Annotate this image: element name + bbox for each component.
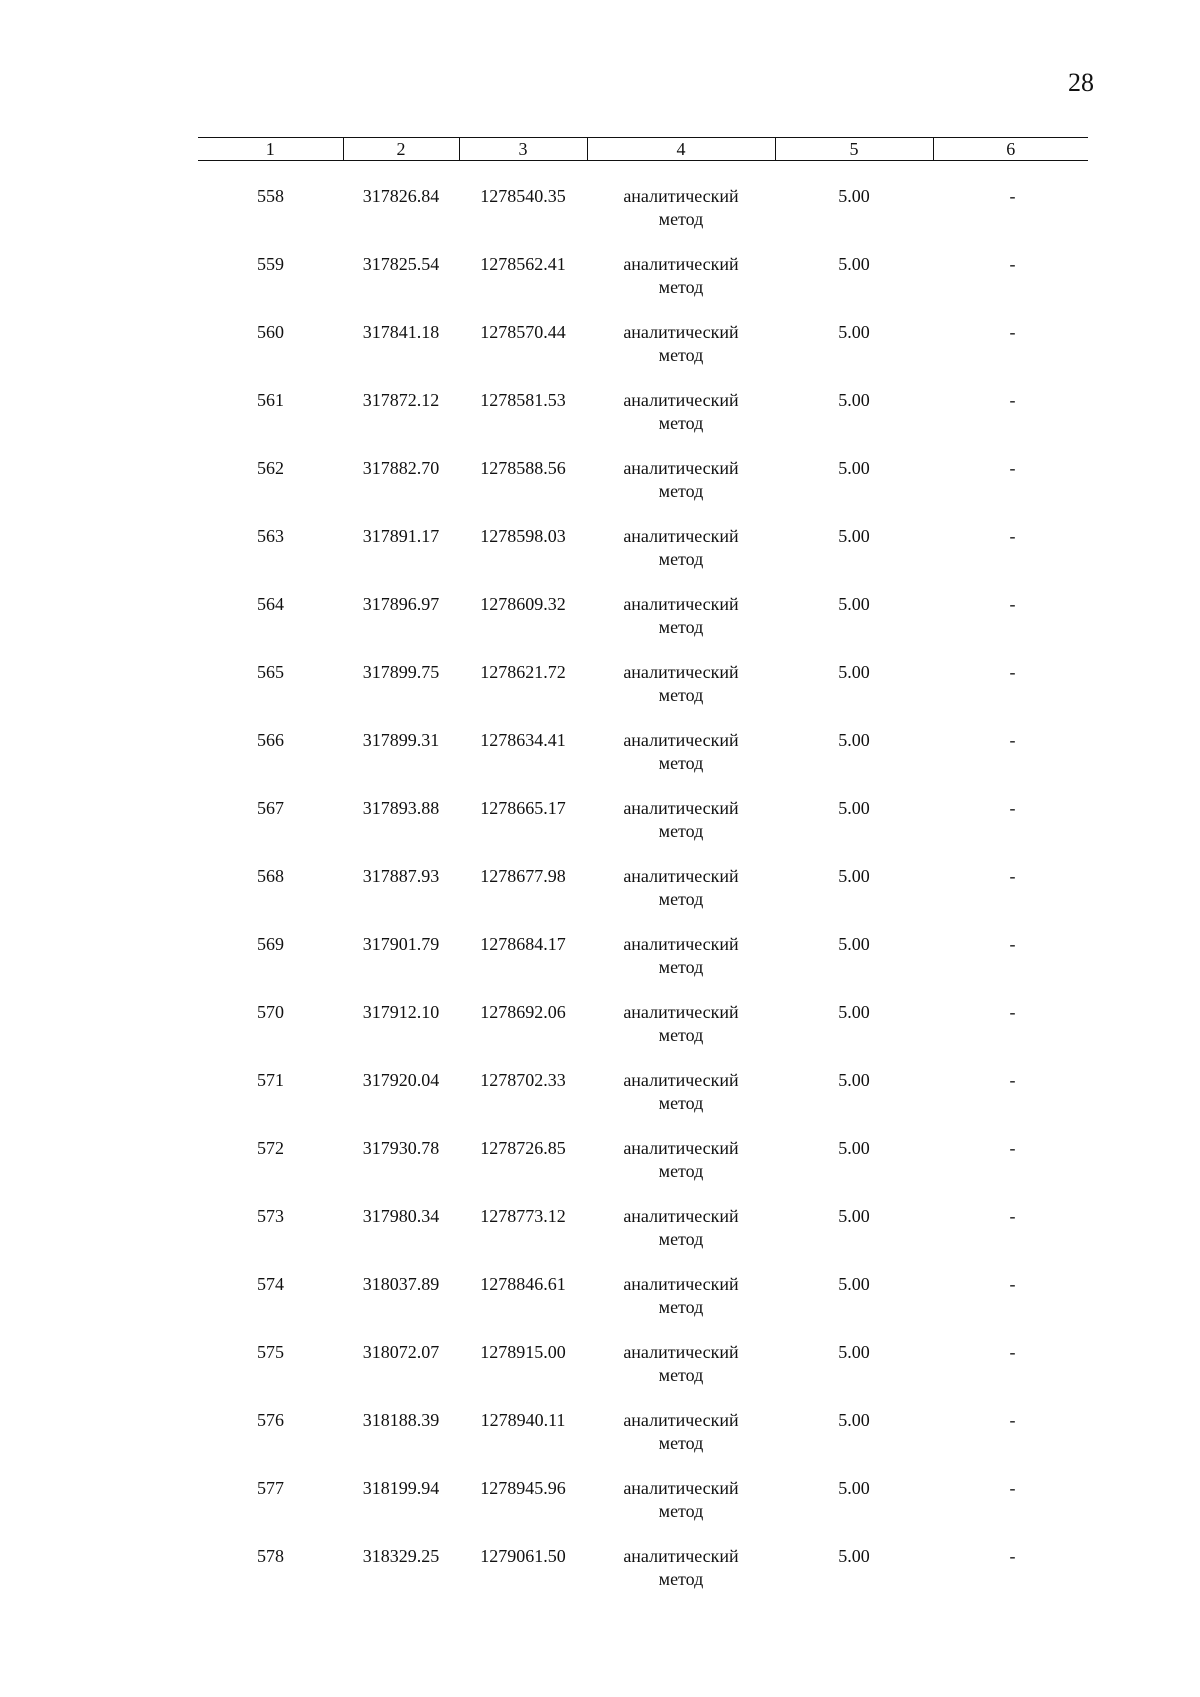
point-number-cell: 576	[257, 1410, 284, 1430]
accuracy-cell: 5.00	[838, 1342, 870, 1362]
point-number-cell: 560	[257, 322, 284, 342]
note-dash: -	[1009, 730, 1016, 750]
method-cell	[587, 1069, 775, 1137]
x-coordinate-cell: 317891.17	[362, 526, 440, 546]
table-row	[198, 1409, 1088, 1477]
x-coordinate-cell: 318037.89	[362, 1274, 440, 1294]
note-cell	[933, 661, 1088, 729]
x-coordinate-cell: 317930.78	[362, 1138, 440, 1158]
coordinates-table	[198, 137, 1088, 1613]
point-number-cell: 569	[257, 934, 284, 954]
point-number-cell: 563	[257, 526, 284, 546]
method-line: метод	[658, 617, 704, 637]
column-header: 1	[198, 138, 343, 161]
note-dash: -	[1009, 1206, 1016, 1226]
y-coordinate-cell: 1278677.98	[480, 866, 566, 886]
method-cell	[587, 185, 775, 253]
note-dash: -	[1009, 1342, 1016, 1362]
accuracy-cell: 5.00	[838, 1070, 870, 1090]
table-row	[198, 1341, 1088, 1409]
accuracy-cell: 5.00	[838, 730, 870, 750]
accuracy-cell: 5.00	[838, 1002, 870, 1022]
method-line: аналитический	[623, 798, 739, 818]
point-number-cell: 562	[257, 458, 284, 478]
y-coordinate-cell: 1278621.72	[480, 662, 566, 682]
note-cell	[933, 797, 1088, 865]
column-header: 6	[933, 138, 1088, 161]
method-line: метод	[658, 1433, 704, 1453]
point-number-cell: 574	[257, 1274, 284, 1294]
table-row	[198, 253, 1088, 321]
method-cell	[587, 1409, 775, 1477]
accuracy-cell: 5.00	[838, 1546, 870, 1566]
accuracy-cell: 5.00	[838, 390, 870, 410]
note-dash: -	[1009, 322, 1016, 342]
note-dash: -	[1009, 662, 1016, 682]
method-line: аналитический	[623, 1274, 739, 1294]
method-line: метод	[658, 1569, 704, 1589]
method-line: аналитический	[623, 458, 739, 478]
method-cell	[587, 1137, 775, 1205]
note-dash: -	[1009, 866, 1016, 886]
method-line: аналитический	[623, 1410, 739, 1430]
method-line: аналитический	[623, 322, 739, 342]
y-coordinate-cell: 1278945.96	[480, 1478, 566, 1498]
method-line: метод	[658, 1161, 704, 1181]
accuracy-cell: 5.00	[838, 1138, 870, 1158]
method-line: аналитический	[623, 1206, 739, 1226]
note-dash: -	[1009, 254, 1016, 274]
y-coordinate-cell: 1278665.17	[480, 798, 566, 818]
method-line: метод	[658, 1229, 704, 1249]
table-row	[198, 185, 1088, 253]
x-coordinate-cell: 317920.04	[362, 1070, 440, 1090]
y-coordinate-cell: 1279061.50	[480, 1546, 566, 1566]
note-cell	[933, 525, 1088, 593]
accuracy-cell: 5.00	[838, 594, 870, 614]
method-line: аналитический	[623, 1546, 739, 1566]
x-coordinate-cell: 317899.75	[362, 662, 440, 682]
x-coordinate-cell: 318188.39	[362, 1410, 440, 1430]
note-cell	[933, 1137, 1088, 1205]
y-coordinate-cell: 1278609.32	[480, 594, 566, 614]
note-cell	[933, 1477, 1088, 1545]
method-line: метод	[658, 413, 704, 433]
method-line: метод	[658, 345, 704, 365]
method-cell	[587, 933, 775, 1001]
point-number-cell: 561	[257, 390, 284, 410]
column-header: 5	[775, 138, 933, 161]
x-coordinate-cell: 317872.12	[362, 390, 440, 410]
point-number-cell: 558	[257, 186, 284, 206]
method-line: метод	[658, 209, 704, 229]
method-line: аналитический	[623, 254, 739, 274]
y-coordinate-cell: 1278915.00	[480, 1342, 566, 1362]
method-line: аналитический	[623, 1138, 739, 1158]
y-coordinate-cell: 1278634.41	[480, 730, 566, 750]
x-coordinate-cell: 317901.79	[362, 934, 440, 954]
method-cell	[587, 865, 775, 933]
point-number-cell: 559	[257, 254, 284, 274]
note-cell	[933, 1273, 1088, 1341]
note-dash: -	[1009, 1002, 1016, 1022]
note-dash: -	[1009, 1478, 1016, 1498]
accuracy-cell: 5.00	[838, 662, 870, 682]
table-row	[198, 1545, 1088, 1613]
table-row	[198, 321, 1088, 389]
note-dash: -	[1009, 186, 1016, 206]
column-header: 3	[459, 138, 587, 161]
table-row	[198, 1273, 1088, 1341]
accuracy-cell: 5.00	[838, 526, 870, 546]
point-number-cell: 572	[257, 1138, 284, 1158]
page-number: 28	[1068, 68, 1094, 97]
method-line: метод	[658, 1297, 704, 1317]
x-coordinate-cell: 317980.34	[362, 1206, 440, 1226]
table-row	[198, 457, 1088, 525]
method-line: метод	[658, 889, 704, 909]
table-header	[198, 138, 1088, 161]
point-number-cell: 567	[257, 798, 284, 818]
point-number-cell: 578	[257, 1546, 284, 1566]
note-dash: -	[1009, 594, 1016, 614]
y-coordinate-cell: 1278588.56	[480, 458, 566, 478]
table-row	[198, 593, 1088, 661]
x-coordinate-cell: 318329.25	[362, 1546, 440, 1566]
note-cell	[933, 933, 1088, 1001]
method-line: аналитический	[623, 594, 739, 614]
method-line: аналитический	[623, 1478, 739, 1498]
method-line: аналитический	[623, 1070, 739, 1090]
y-coordinate-cell: 1278562.41	[480, 254, 566, 274]
table-row	[198, 1001, 1088, 1069]
note-cell	[933, 1341, 1088, 1409]
accuracy-cell: 5.00	[838, 798, 870, 818]
method-cell	[587, 1205, 775, 1273]
method-line: метод	[658, 821, 704, 841]
table-row	[198, 1205, 1088, 1273]
y-coordinate-cell: 1278540.35	[480, 186, 566, 206]
x-coordinate-cell: 318199.94	[362, 1478, 440, 1498]
accuracy-cell: 5.00	[838, 934, 870, 954]
method-line: аналитический	[623, 1342, 739, 1362]
note-dash: -	[1009, 934, 1016, 954]
method-line: аналитический	[623, 390, 739, 410]
note-cell	[933, 1545, 1088, 1613]
x-coordinate-cell: 317896.97	[362, 594, 440, 614]
note-dash: -	[1009, 390, 1016, 410]
method-cell	[587, 593, 775, 661]
point-number-cell: 568	[257, 866, 284, 886]
y-coordinate-cell: 1278692.06	[480, 1002, 566, 1022]
table-row	[198, 797, 1088, 865]
x-coordinate-cell: 317825.54	[362, 254, 440, 274]
method-line: аналитический	[623, 526, 739, 546]
x-coordinate-cell: 317887.93	[362, 866, 440, 886]
method-line: аналитический	[623, 730, 739, 750]
note-cell	[933, 1001, 1088, 1069]
x-coordinate-cell: 317882.70	[362, 458, 440, 478]
method-line: аналитический	[623, 186, 739, 206]
accuracy-cell: 5.00	[838, 254, 870, 274]
accuracy-cell: 5.00	[838, 1206, 870, 1226]
x-coordinate-cell: 317893.88	[362, 798, 440, 818]
method-cell	[587, 661, 775, 729]
note-cell	[933, 389, 1088, 457]
y-coordinate-cell: 1278846.61	[480, 1274, 566, 1294]
method-cell	[587, 525, 775, 593]
note-cell	[933, 729, 1088, 797]
note-dash: -	[1009, 526, 1016, 546]
note-cell	[933, 321, 1088, 389]
point-number-cell: 577	[257, 1478, 284, 1498]
accuracy-cell: 5.00	[838, 186, 870, 206]
y-coordinate-cell: 1278773.12	[480, 1206, 566, 1226]
accuracy-cell: 5.00	[838, 458, 870, 478]
note-dash: -	[1009, 1138, 1016, 1158]
y-coordinate-cell: 1278940.11	[480, 1410, 566, 1430]
table-row	[198, 1477, 1088, 1545]
method-cell	[587, 1001, 775, 1069]
method-line: аналитический	[623, 866, 739, 886]
note-cell	[933, 865, 1088, 933]
note-dash: -	[1009, 1410, 1016, 1430]
y-coordinate-cell: 1278570.44	[480, 322, 566, 342]
accuracy-cell: 5.00	[838, 1478, 870, 1498]
table-row	[198, 525, 1088, 593]
y-coordinate-cell: 1278684.17	[480, 934, 566, 954]
note-dash: -	[1009, 798, 1016, 818]
note-cell	[933, 1409, 1088, 1477]
column-header: 2	[343, 138, 459, 161]
point-number-cell: 573	[257, 1206, 284, 1226]
point-number-cell: 565	[257, 662, 284, 682]
method-cell	[587, 1273, 775, 1341]
x-coordinate-cell: 318072.07	[362, 1342, 440, 1362]
note-cell	[933, 253, 1088, 321]
method-cell	[587, 253, 775, 321]
y-coordinate-cell: 1278598.03	[480, 526, 566, 546]
x-coordinate-cell: 317826.84	[362, 186, 440, 206]
table-row	[198, 865, 1088, 933]
method-line: метод	[658, 1093, 704, 1113]
method-cell	[587, 1545, 775, 1613]
point-number-cell: 566	[257, 730, 284, 750]
accuracy-cell: 5.00	[838, 322, 870, 342]
y-coordinate-cell: 1278702.33	[480, 1070, 566, 1090]
method-line: метод	[658, 685, 704, 705]
table-row	[198, 661, 1088, 729]
point-number-cell: 564	[257, 594, 284, 614]
method-cell	[587, 457, 775, 525]
method-cell	[587, 1341, 775, 1409]
method-cell	[587, 797, 775, 865]
x-coordinate-cell: 317912.10	[362, 1002, 440, 1022]
accuracy-cell: 5.00	[838, 1274, 870, 1294]
method-cell	[587, 389, 775, 457]
table-row	[198, 729, 1088, 797]
method-line: метод	[658, 277, 704, 297]
method-cell	[587, 321, 775, 389]
accuracy-cell: 5.00	[838, 1410, 870, 1430]
note-cell	[933, 593, 1088, 661]
method-line: метод	[658, 1025, 704, 1045]
table-row	[198, 1069, 1088, 1137]
note-dash: -	[1009, 1070, 1016, 1090]
y-coordinate-cell: 1278581.53	[480, 390, 566, 410]
method-line: метод	[658, 957, 704, 977]
point-number-cell: 570	[257, 1002, 284, 1022]
column-header: 4	[587, 138, 775, 161]
table-row	[198, 1137, 1088, 1205]
x-coordinate-cell: 317899.31	[362, 730, 440, 750]
x-coordinate-cell: 317841.18	[362, 322, 440, 342]
note-dash: -	[1009, 1274, 1016, 1294]
point-number-cell: 575	[257, 1342, 284, 1362]
table-row	[198, 389, 1088, 457]
method-line: метод	[658, 549, 704, 569]
method-line: метод	[658, 1501, 704, 1521]
note-dash: -	[1009, 458, 1016, 478]
note-dash: -	[1009, 1546, 1016, 1566]
method-cell	[587, 729, 775, 797]
note-cell	[933, 185, 1088, 253]
table-row	[198, 933, 1088, 1001]
method-line: аналитический	[623, 934, 739, 954]
method-line: метод	[658, 1365, 704, 1385]
method-line: метод	[658, 481, 704, 501]
method-line: аналитический	[623, 1002, 739, 1022]
note-cell	[933, 1069, 1088, 1137]
note-cell	[933, 457, 1088, 525]
point-number-cell: 571	[257, 1070, 284, 1090]
table-body	[198, 161, 1088, 1614]
method-line: аналитический	[623, 662, 739, 682]
note-cell	[933, 1205, 1088, 1273]
y-coordinate-cell: 1278726.85	[480, 1138, 566, 1158]
method-line: метод	[658, 753, 704, 773]
accuracy-cell: 5.00	[838, 866, 870, 886]
method-cell	[587, 1477, 775, 1545]
